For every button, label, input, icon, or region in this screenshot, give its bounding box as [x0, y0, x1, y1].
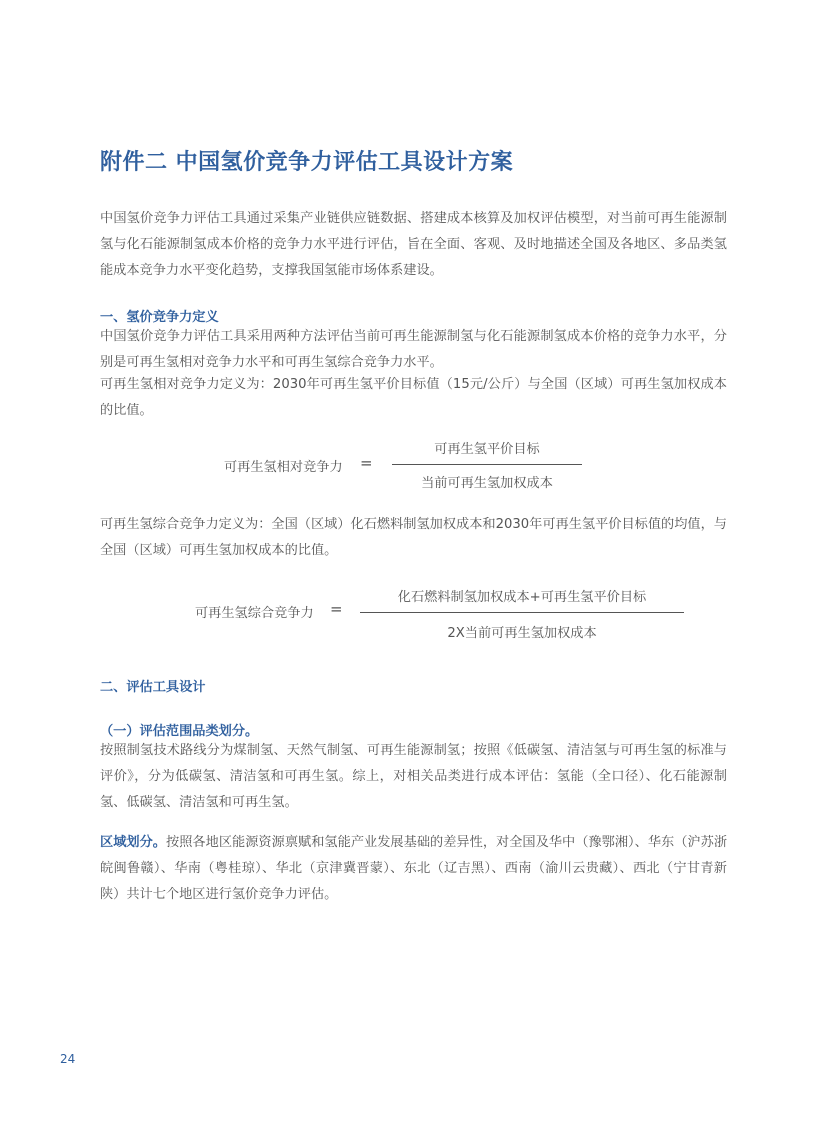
region-division-lead: 区域划分。: [100, 835, 167, 850]
section-1-paragraph-1: 中国氢价竞争力评估工具采用两种方法评估当前可再生能源制氢与化石能源制氢成本价格的竞争力水平，分别是可再生氢相对竞争力水平和可再生氢综合竞争力水平。: [100, 329, 727, 370]
section-1-paragraph-2: 可再生氢相对竞争力定义为：2030年可再生氢平价目标值（15元/公斤）与全国（区域）可再生氢加权成本的比值。: [100, 377, 727, 418]
formula-2-equals: =: [330, 600, 343, 618]
formula-1-denominator: 当前可再生氢加权成本: [421, 476, 553, 491]
region-division-text: 按照各地区能源资源禀赋和氢能产业发展基础的差异性，对全国及华中（豫鄂湘）、华东（沪苏浙皖闽鲁赣）、华南（粤桂琼）、华北（京津冀晋蒙）、东北（辽吉黑）、西南（渝川云贵藏）、西北（宁甘青新陕）共计七个地区进行氢价竞争力评估。: [100, 835, 728, 902]
section-1-heading: 一、氢价竞争力定义: [100, 310, 219, 325]
formula-1-equals: =: [360, 454, 373, 472]
section-2-heading: 二、评估工具设计: [100, 680, 206, 695]
formula-1-fraction-line: [392, 464, 582, 465]
formula-1-label: 可再生氢相对竞争力: [224, 460, 343, 475]
subsection-2-paragraph: [100, 830, 727, 908]
page-number: 24: [60, 1052, 76, 1066]
section-1-paragraph-3: 可再生氢综合竞争力定义为：全国（区域）化石燃料制氢加权成本和2030年可再生氢平价目标值的均值，与全国（区域）可再生氢加权成本的比值。: [100, 517, 727, 558]
intro-paragraph: 中国氢价竞争力评估工具通过采集产业链供应链数据、搭建成本核算及加权评估模型，对当前可再生能源制氢与化石能源制氢成本价格的竞争力水平进行评估，旨在全面、客观、及时地描述全国及各地区、多品类氢能成本竞争力水平变化趋势，支撑我国氢能市场体系建设。: [100, 211, 727, 278]
subsection-1-heading: （一）评估范围品类划分。: [100, 724, 259, 739]
formula-2-fraction-line: [360, 612, 684, 613]
page-title: 附件二 中国氢价竞争力评估工具设计方案: [100, 150, 514, 175]
formula-2-label: 可再生氢综合竞争力: [195, 606, 314, 621]
formula-2-denominator: 2X当前可再生氢加权成本: [447, 626, 597, 641]
subsection-1-paragraph: 按照制氢技术路线分为煤制氢、天然气制氢、可再生能源制氢；按照《低碳氢、清洁氢与可再生氢的标准与评价》，分为低碳氢、清洁氢和可再生氢。综上，对相关品类进行成本评估：氢能（全口径）、化石能源制氢、低碳氢、清洁氢和可再生氢。: [100, 743, 727, 810]
formula-1-numerator: 可再生氢平价目标: [434, 442, 540, 457]
formula-2-numerator: 化石燃料制氢加权成本+可再生氢平价目标: [397, 590, 647, 605]
